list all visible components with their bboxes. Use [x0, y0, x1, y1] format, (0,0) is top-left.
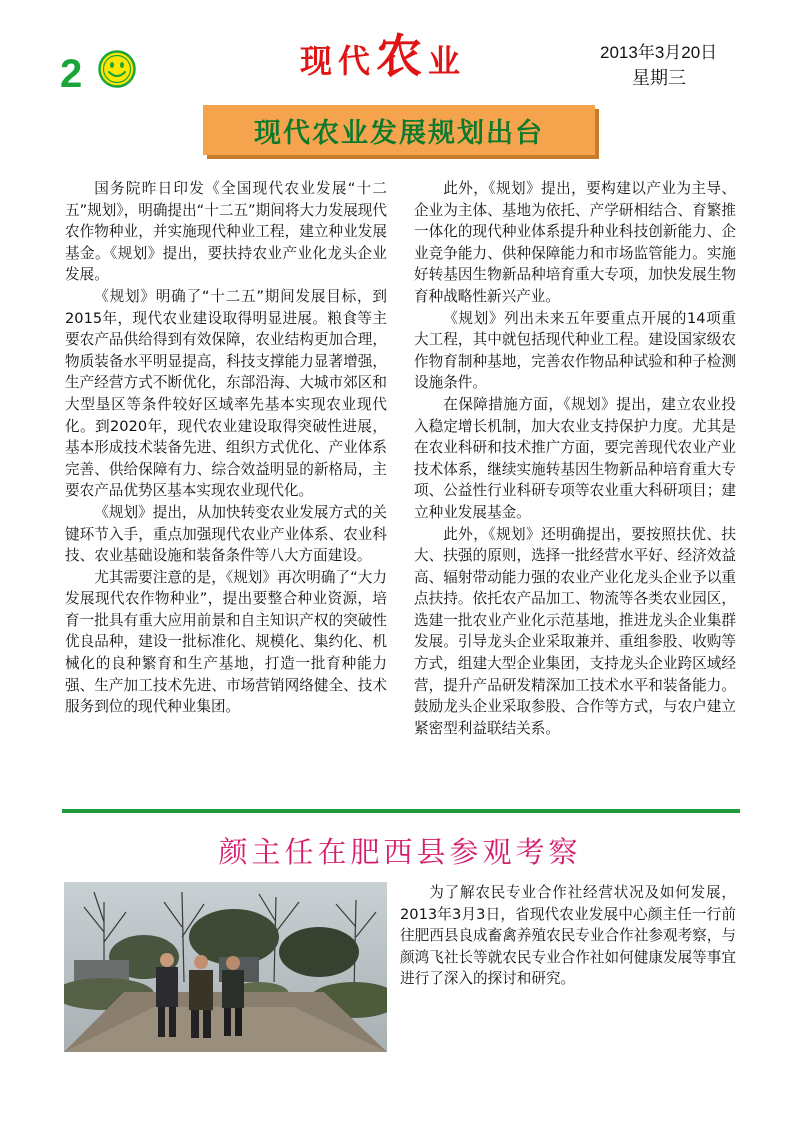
article1-paragraph: 《规划》明确了“十二五”期间发展目标，到2015年，现代农业建设取得明显进展。粮食等主要农产品供给得到有效保障，农业结构更加合理，物质装备水平明显提高，科技支撑能力显著增强，生产经营方式不断优化，东部沿海、大城市郊区和大型垦区等条件较好区域率先基本实现农业现代化。到2020年，现代农业建设取得突破性进展，基本形成技术装备先进、组织方式优化、产业体系完善、供给保障有力、综合效益明显的新格局，主要农产品优势区基本实现农业现代化。	[65, 287, 387, 500]
masthead-part2: 农	[376, 29, 429, 83]
masthead-part3: 业	[428, 42, 467, 80]
smiley-face-icon	[98, 50, 136, 88]
issue-date: 2013年3月20日	[600, 43, 718, 62]
article1-paragraph: 《规划》提出，从加快转变农业发展方式的关键环节入手，重点加强现代农业产业体系、农业科技、农业基础设施和装备条件等八大方面建设。	[65, 503, 387, 565]
article1-right-column	[414, 178, 736, 739]
article1-headline-box	[203, 105, 595, 155]
page-number: 2	[60, 52, 83, 96]
article1-paragraph: 此外，《规划》提出，要构建以产业为主导、企业为主体、基地为依托、产学研相结合、育繁推一体化的现代种业体系提升种业科技创新能力、企业竞争能力、供种保障能力和市场监管能力。实施好转基因生物新品种培育重大专项，加快发展生物育种战略性新兴产业。	[414, 180, 736, 305]
article1-headline: 现代农业发展规划出台	[254, 117, 544, 149]
article1-paragraph: 尤其需要注意的是，《规划》再次明确了“大力发展现代农作物种业”，提出要整合种业资源，培育一批具有重大应用前景和自主知识产权的突破性优良品种，建设一批标准化、规模化、集约化、机械化的良种繁育和生产基地，打造一批育种能力强、生产加工技术先进、市场营销网络健全、技术服务到位的现代种业集团。	[65, 568, 387, 716]
issue-weekday: 星期三	[632, 68, 686, 89]
article2-headline: 颜主任在肥西县参观考察	[218, 835, 582, 869]
article1-left-column	[65, 178, 387, 718]
masthead-title	[300, 20, 466, 86]
article1-paragraph: 《规划》列出未来五年要重点开展的14项重大工程，其中就包括现代种业工程。建设国家级农作物育制种基地，完善农作物品种试验和种子检测设施条件。	[414, 309, 736, 392]
visit-photo	[64, 882, 387, 1052]
section-divider	[62, 809, 740, 813]
article1-paragraph: 在保障措施方面，《规划》提出，建立农业投入稳定增长机制，加大农业支持保护力度。尤其是在农业科研和技术推广方面，要完善现代农业产业技术体系，继续实施转基因生物新品种培育重大专项、公益性行业科研专项等农业重大科研项目；建立种业发展基金。	[414, 395, 736, 521]
article1-paragraph: 国务院昨日印发《全国现代农业发展“十二五”规划》，明确提出“十二五”期间将大力发展现代农作物种业，并实施现代种业工程，建立种业发展基金。《规划》提出，要扶持农业产业化龙头企业发展。	[65, 180, 387, 284]
article1-paragraph: 此外，《规划》还明确提出，要按照扶优、扶大、扶强的原则，选择一批经营水平好、经济效益高、辐射带动能力强的农业产业化龙头企业予以重点扶持。依托农产品加工、物流等各类农业园区，选建一批农业产业化示范基地，推进龙头企业集群发展。引导龙头企业采取兼并、重组参股、收购等方式，组建大型企业集团，支持龙头企业跨区域经营，提升产品研发精深加工技术水平和装备能力。鼓励龙头企业采取参股、合作等方式，与农户建立紧密型利益联结关系。	[414, 525, 736, 737]
article2-paragraph: 为了解农民专业合作社经营状况及如何发展，2013年3月3日，省现代农业发展中心颜主任一行前往肥西县良成畜禽养殖农民专业合作社参观考察，与颜鸿飞社长等就农民专业合作社如何健康发展等事宜进行了深入的探讨和研究。	[400, 884, 736, 988]
article2-body	[400, 882, 736, 990]
masthead-part1: 现代	[300, 42, 377, 80]
